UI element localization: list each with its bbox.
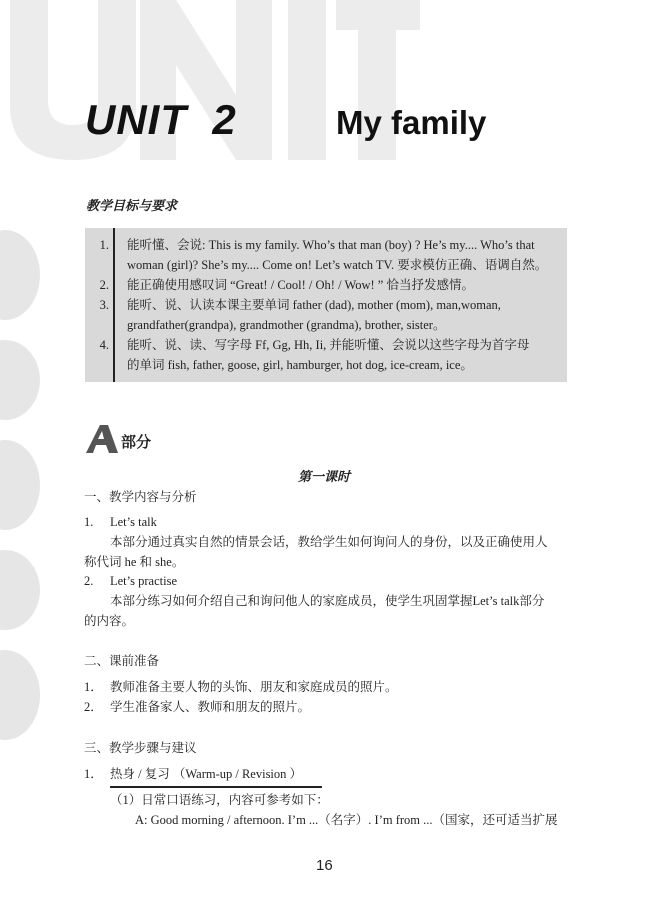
cartoon-decoration xyxy=(0,650,40,740)
page-number: 16 xyxy=(316,857,333,874)
section-heading: 二、课前准备 xyxy=(84,653,160,668)
objectives-heading: 教学目标与要求 xyxy=(86,199,178,214)
objective-line: 能正确使用感叹词 “Great! / Cool! / Oh! / Wow! ” 恰当抒发感情。 xyxy=(127,278,474,292)
item-number: 1. xyxy=(84,515,94,529)
dialogue-line: A: Good morning / afternoon. I’m ...（名字）. I’m from ...（国家，还可适当扩展 xyxy=(135,813,558,827)
part-a-label: 部分 xyxy=(121,433,152,451)
paragraph-line: 本部分练习如何介绍自己和询问他人的家庭成员，使学生巩固掌握Let’s talk部分 xyxy=(110,594,545,608)
item-number: 2． xyxy=(84,700,103,714)
item-number: 3. xyxy=(99,298,109,312)
item-number: 1． xyxy=(84,680,103,694)
section-heading: 一、教学内容与分析 xyxy=(84,489,197,504)
paragraph-line: 称代词 he 和 she。 xyxy=(84,555,185,569)
objective-line: 的单词 fish, father, goose, girl, hamburger, hot dog, ice-cream, ice。 xyxy=(127,358,473,372)
lesson-title: 第一课时 xyxy=(298,470,351,485)
cartoon-decoration xyxy=(0,340,40,420)
paragraph-line: 本部分通过真实自然的情景会话，教给学生如何询问人的身份，以及正确使用人 xyxy=(110,535,548,549)
divider xyxy=(113,228,115,382)
objective-line: woman (girl)? She’s my.... Come on! Let’s watch TV. 要求模仿正确、语调自然。 xyxy=(127,258,548,272)
objective-line: 能听、说、读、写字母 Ff, Gg, Hh, Ii, 并能听懂、会说以这些字母为首字母 xyxy=(127,338,530,352)
objective-line: grandfather(grandpa), grandmother (grandma), brother, sister。 xyxy=(127,318,446,332)
paragraph-line: 的内容。 xyxy=(84,614,135,628)
list-item: 学生准备家人、教师和朋友的照片。 xyxy=(110,700,311,714)
sub-step: （1）日常口语练习，内容可参考如下： xyxy=(110,793,329,807)
part-a-logo-icon xyxy=(84,424,120,454)
item-number: 1． xyxy=(84,767,103,781)
objective-line: 能听懂、会说: This is my family. Who’s that man (boy) ? He’s my.... Who’s that xyxy=(127,238,535,252)
list-item: 教师准备主要人物的头饰、朋友和家庭成员的照片。 xyxy=(110,680,398,694)
item-title: Let’s talk xyxy=(110,515,157,529)
cartoon-decoration xyxy=(0,230,40,320)
objectives-box xyxy=(85,228,567,382)
item-number: 2. xyxy=(99,278,109,292)
unit-title: My family xyxy=(336,104,487,141)
item-title: Let’s practise xyxy=(110,574,177,588)
item-number: 1. xyxy=(99,238,109,252)
objective-line: 能听、说、认读本课主要单词 father (dad), mother (mom), man,woman, xyxy=(127,298,501,312)
cartoon-decoration xyxy=(0,440,40,530)
step-underline xyxy=(110,786,322,788)
cartoon-decoration xyxy=(0,550,40,630)
step-title: 热身 / 复习 （Warm-up / Revision ） xyxy=(110,767,303,781)
unit-number: UNIT 2 xyxy=(85,96,237,143)
item-number: 4. xyxy=(99,338,109,352)
section-heading: 三、教学步骤与建议 xyxy=(84,740,197,755)
item-number: 2. xyxy=(84,574,94,588)
